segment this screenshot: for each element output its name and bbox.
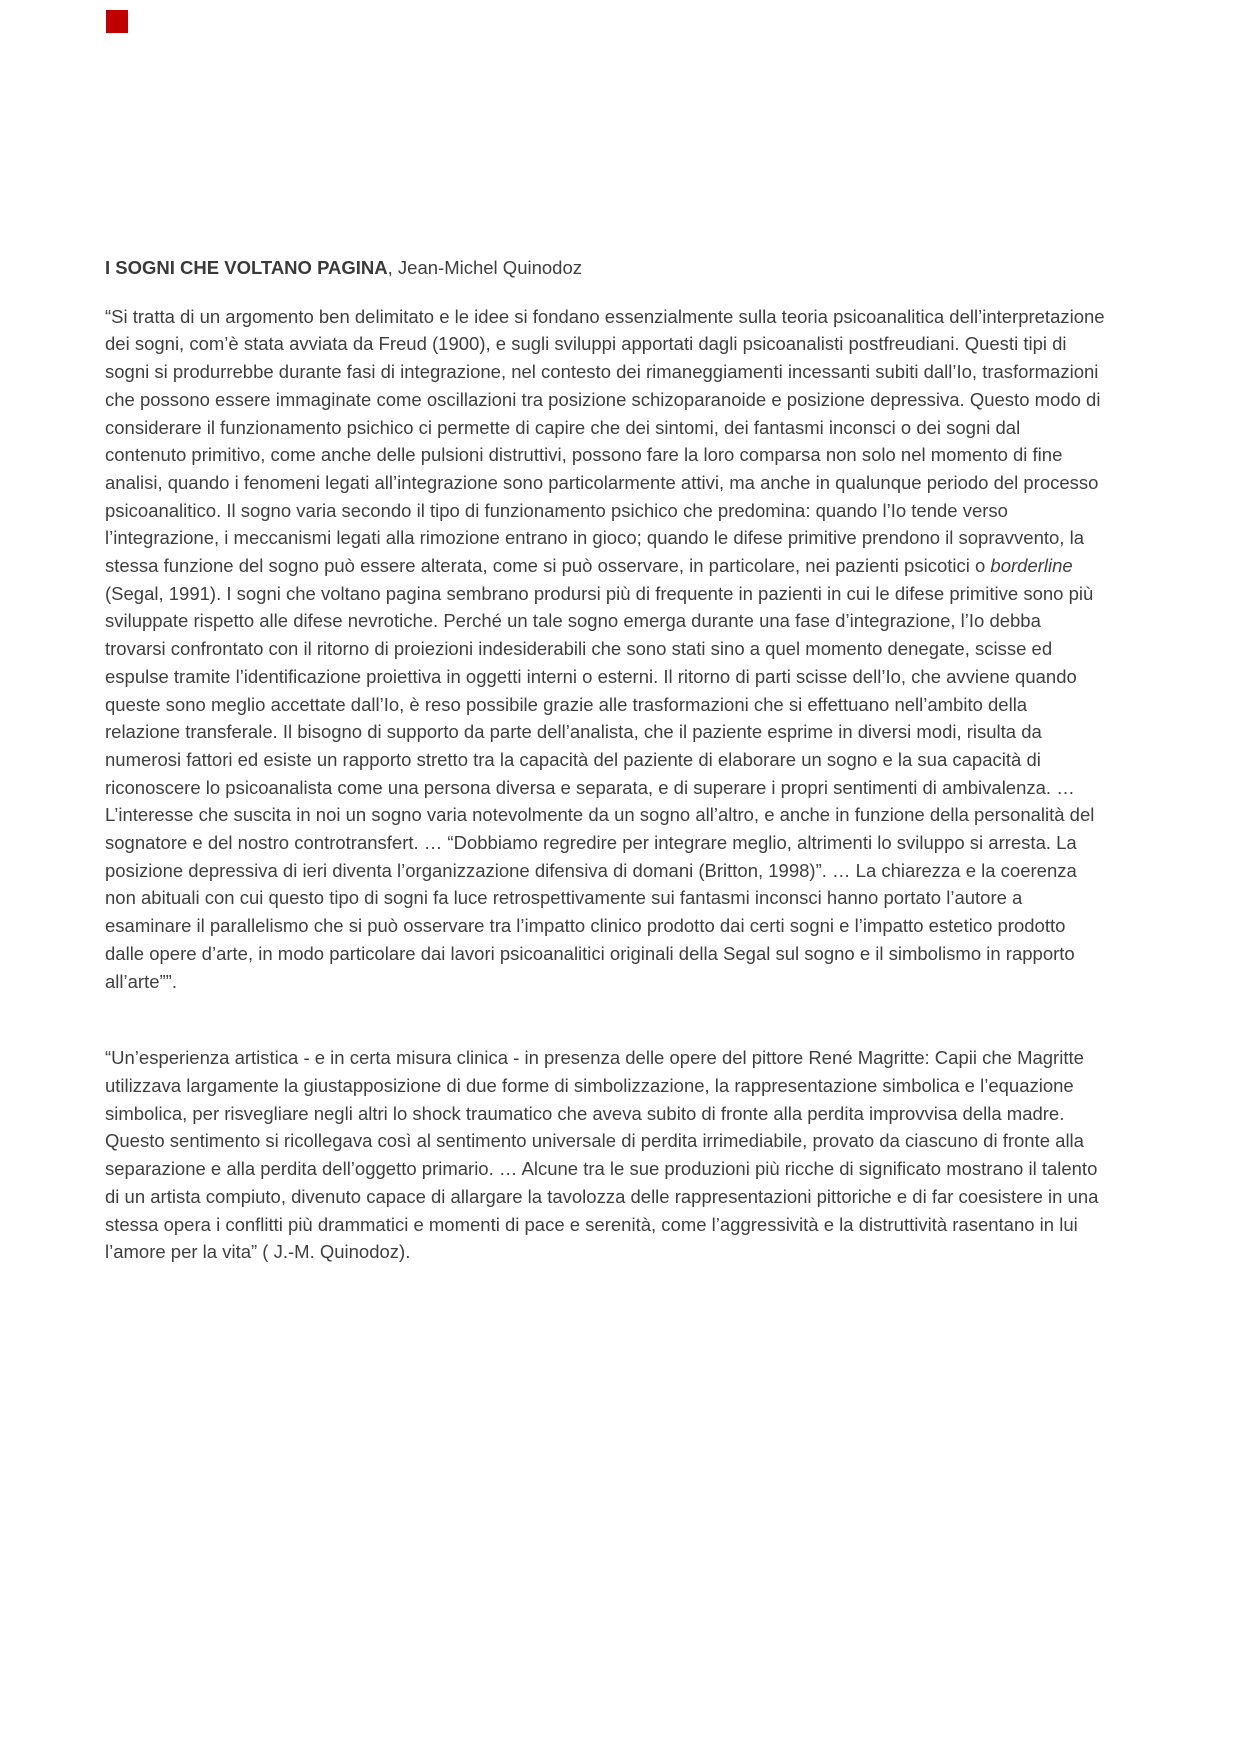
document-content — [105, 254, 1105, 1266]
paragraph-2: “Un’esperienza artistica - e in certa misura clinica - in presenza delle opere del pittore René Magritte: Capii che Magritte utilizzava largamente la giustapposizione di due forme di simbolizzazione, la rappresentazione simbolica e l’equazione simbolica, per risvegliare negli altri lo shock traumatico che aveva subito di fronte alla perdita improvvisa della madre. Questo sentimento si ricollegava così al sentimento universale di perdita irrimediabile, provato da ciascuno di fronte alla separazione e alla perdita dell’oggetto primario. … Alcune tra le sue produzioni più ricche di significato mostrano il talento di un artista compiuto, divenuto capace di allargare la tavolozza delle rappresentazioni pittoriche e di far coesistere in una stessa opera i conflitti più drammatici e momenti di pace e serenità, come l’aggressività e la distruttività rasentano in lui l’amore per la vita” ( J.-M. Quinodoz). — [105, 1047, 1099, 1263]
red-square-marker — [106, 10, 128, 33]
document-title — [105, 254, 1105, 282]
paragraph-1-italic-borderline: borderline — [990, 555, 1073, 577]
paragraph-1-text-a: “Si tratta di un argomento ben delimitato e le idee si fondano essenzialmente sulla teoria psicoanalitica dell’interpretazione dei sogni, com’è stata avviata da Freud (1900), e sugli sviluppi apportati dagli psicoanalisti postfreudiani. Questi tipi di sogni si produrrebbe durante fasi di integrazione, nel contesto dei rimaneggiamenti incessanti subiti dall’Io, trasformazioni che possono essere immaginate come oscillazioni tra posizione schizoparanoide e posizione depressiva. Questo modo di considerare il funzionamento psichico ci permette di capire che dei sintomi, dei fantasmi inconsci o dei sogni dal contenuto primitivo, come anche delle pulsioni distruttivi, possono fare la loro comparsa non solo nel momento di fine analisi, quando i fenomeni legati all’integrazione sono particolarmente attivi, ma anche in qualunque periodo del processo psicoanalitico. Il sogno varia secondo il tipo di funzionamento psichico che predomina: quando l’Io tende verso l’integrazione, i meccanismi legati alla rimozione entrano in gioco; quando le difese primitive prendono il sopravvento, la stessa funzione del sogno può essere alterata, come si può osservare, in particolare, nei pazienti psicotici o — [105, 305, 1105, 577]
document-title-bold: I SOGNI CHE VOLTANO PAGINA — [105, 257, 388, 278]
paragraph-1-text-b: (Segal, 1991). I sogni che voltano pagina sembrano prodursi più di frequente in pazienti in cui le difese primitive sono più sviluppate rispetto alle difese nevrotiche. Perché un tale sogno emerga durante una fase d’integrazione, l’Io debba trovarsi confrontato con il ritorno di proiezioni indesiderabili che sono stati sino a quel momento denegate, scisse ed espulse tramite l’identificazione proiettiva in oggetti interni o esterni. Il ritorno di parti scisse dell’Io, che avviene quando queste sono meglio accettate dall’Io, è reso possibile grazie alle trasformazioni che si effettuano nell’ambito della relazione transferale. Il bisogno di supporto da parte dell’analista, che il paziente esprime in diversi modi, risulta da numerosi fattori ed esiste un rapporto stretto tra la capacità del paziente di elaborare un sogno e la sua capacità di riconoscere lo psicoanalista come una persona diversa e separata, e di superare i propri sentimenti di ambivalenza. … L’interesse che suscita in noi un sogno varia notevolmente da un sogno all’altro, e anche in funzione della personalità del sognatore e del nostro controtransfert. … “Dobbiamo regredire per integrare meglio, altrimenti lo sviluppo si arresta. La posizione depressiva di ieri diventa l’organizzazione difensiva di domani (Britton, 1998)”. … La chiarezza e la coerenza non abituali con cui questo tipo di sogni fa luce retrospettivamente sui fantasmi inconsci hanno portato l’autore a esaminare il parallelismo che si può osservare tra l’impatto clinico prodotto dai certi sogni e l’impatto estetico prodotto dalle opere d’arte, in modo particolare dai lavori psicoanalitici originali della Segal sul sogno e il simbolismo in rapporto all’arte””. — [105, 582, 1095, 992]
paragraph-1 — [105, 303, 1105, 996]
document-title-author: , Jean-Michel Quinodoz — [387, 257, 583, 278]
